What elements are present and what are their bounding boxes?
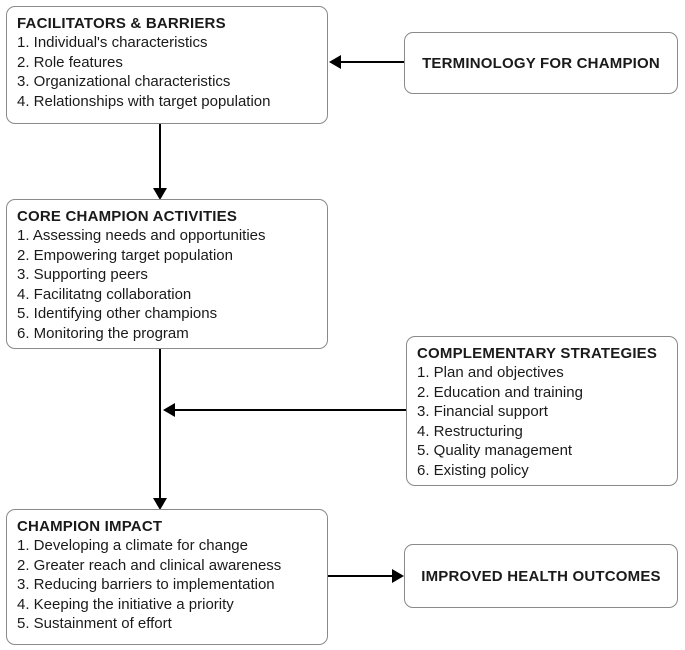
arrow-complementary-to-flow-line [174, 409, 406, 411]
list-item: 4. Relationships with target population [17, 92, 271, 110]
facilitators-barriers-box [6, 6, 328, 124]
facilitators-barriers-title: FACILITATORS & BARRIERS [17, 15, 226, 32]
arrow-facilitators-to-core-line [159, 124, 161, 190]
terminology-title: TERMINOLOGY FOR CHAMPION [422, 54, 660, 72]
list-item: 1. Assessing needs and opportunities [17, 227, 266, 244]
list-item: 2. Education and training [417, 383, 583, 401]
list-item: 6. Existing policy [417, 461, 529, 479]
list-item: 3. Financial support [417, 403, 548, 420]
arrow-complementary-to-flow-head [163, 403, 175, 417]
improved-outcomes-title: IMPROVED HEALTH OUTCOMES [421, 567, 661, 585]
list-item: 1. Plan and objectives [417, 364, 564, 381]
list-item: 3. Reducing barriers to implementation [17, 576, 275, 593]
list-item: 1. Individual's characteristics [17, 34, 208, 51]
list-item: 4. Keeping the initiative a priority [17, 595, 234, 613]
list-item: 3. Organizational characteristics [17, 73, 231, 90]
arrow-terminology-to-facilitators-line [340, 61, 404, 63]
list-item: 2. Greater reach and clinical awareness [17, 556, 282, 574]
list-item: 2. Role features [17, 53, 123, 71]
list-item: 5. Sustainment of effort [17, 615, 172, 632]
list-item: 4. Facilitatng collaboration [17, 285, 192, 303]
champion-impact-title: CHAMPION IMPACT [17, 518, 163, 535]
list-item: 4. Restructuring [417, 422, 523, 440]
arrow-impact-to-outcomes-line [328, 575, 394, 577]
list-item: 3. Supporting peers [17, 266, 148, 283]
arrow-core-to-impact-line [159, 349, 161, 500]
arrow-impact-to-outcomes-head [392, 569, 404, 583]
list-item: 1. Developing a climate for change [17, 537, 248, 554]
terminology-box [404, 32, 678, 94]
list-item: 5. Identifying other champions [17, 305, 218, 322]
list-item: 2. Empowering target population [17, 246, 233, 264]
complementary-strategies-box [406, 336, 678, 486]
core-activities-title: CORE CHAMPION ACTIVITIES [17, 208, 238, 225]
champion-impact-box [6, 509, 328, 645]
core-activities-box [6, 199, 328, 349]
complementary-strategies-title: COMPLEMENTARY STRATEGIES [417, 345, 658, 362]
improved-outcomes-box [404, 544, 678, 608]
list-item: 5. Quality management [417, 442, 573, 459]
arrow-terminology-to-facilitators-head [329, 55, 341, 69]
list-item: 6. Monitoring the program [17, 324, 189, 342]
